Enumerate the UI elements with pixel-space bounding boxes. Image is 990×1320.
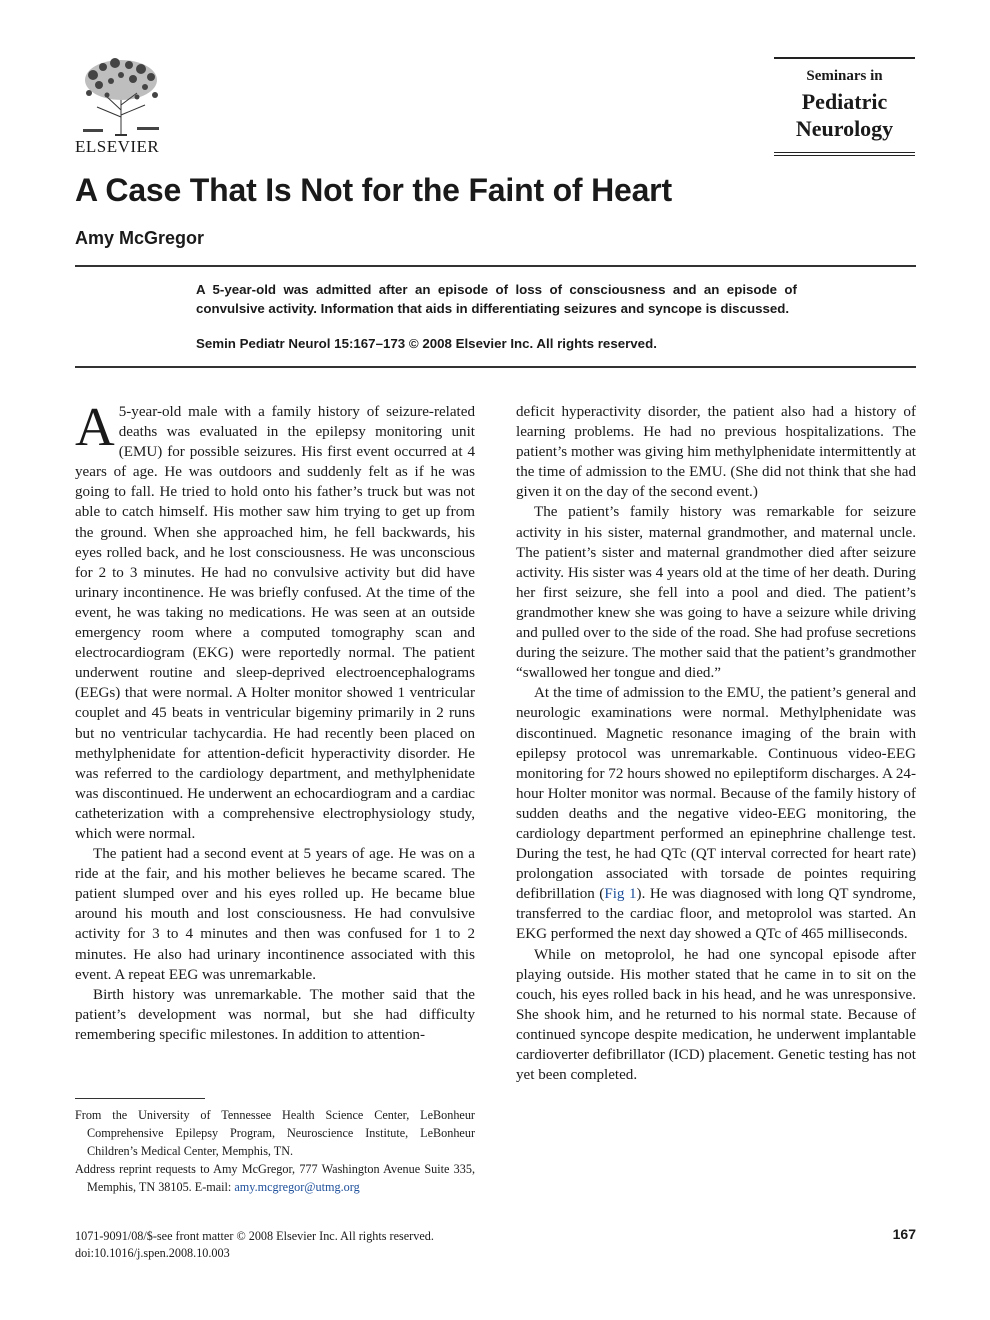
paragraph-5-text-a: At the time of admission to the EMU, the patient’s general and neurologic examinations were normal. Methylphenidate was discontinued. Magnetic resonance imaging of the brain with epilepsy protocol was unremarkable. Continuous video-EEG monitoring for 72 hours showed no epileptiform discharges. A 24-hour Holter monitor was normal. Because of the family history of sudden deaths and the negative video-EEG monitoring, the cardiology department performed an epinephrine challenge test. During the test, he had QTc (QT interval corrected for heart rate) prolongation associated with torsade de pointes requiring defibrillation (	[516, 685, 916, 903]
paragraph-3-continued: deficit hyperactivity disorder, the patient also had a history of learning problems. He had no previous hospitalizations. The patient’s mother was giving him methylphenidate intermittently at the time of admission to the EMU. (She did not think that she had given it on the day of the second event.)	[516, 404, 916, 501]
front-matter	[75, 1228, 434, 1262]
journal-masthead	[774, 57, 915, 156]
figure-1-link[interactable]: Fig 1	[604, 886, 637, 903]
affiliation-note: From the University of Tennessee Health Science Center, LeBonheur Comprehensive Epilepsy Program, Neuroscience Institute, LeBonheur Children’s Medical Center, Memphis, TN.	[75, 1108, 475, 1158]
paragraph-4: The patient’s family history was remarkable for seizure activity in his sister, maternal grandmother, and maternal uncle. The patient’s sister and maternal grandmother died after seizure activity. His sister was 4 years old at the time of her death. During her first seizure, she fell into a pool and died. The patient’s grandmother knew she was going to have a seizure while driving and pulled over to the side of the road. She had profuse secretions during the seizure. The mother said that the patient’s grandmother “swallowed her tongue and died.”	[516, 504, 916, 682]
paragraph-1	[75, 396, 475, 844]
abstract: A 5-year-old was admitted after an episode of loss of consciousness and an episode of convulsive activity. Information that aids in differentiating seizures and syncope is discussed.	[196, 282, 797, 316]
paragraph-5	[516, 683, 916, 944]
article-title: A Case That Is Not for the Faint of Heart	[75, 172, 672, 208]
paragraph-6: While on metoprolol, he had one syncopal episode after playing outside. His mother stated that he came in to sit on the couch, his eyes rolled back in his head, and he was unresponsive. She shook him, and he returned to his normal state. Because of continued syncope despite medication, he underwent implantable cardioverter defibrillator (ICD) placement. Genetic testing has not yet been completed.	[516, 946, 916, 1084]
doi: doi:10.1016/j.spen.2008.10.003	[75, 1246, 230, 1260]
journal-title-line2: Pediatric	[801, 89, 888, 114]
drop-cap: A	[75, 396, 115, 457]
paragraph-3-start: Birth history was unremarkable. The mother said that the patient’s development was normal, but she had difficulty remembering specific milestones. In addition to attention-	[75, 986, 475, 1043]
footnote-rule	[75, 1098, 205, 1099]
abstract-bottom-rule	[75, 366, 916, 368]
copyright-line: 1071-9091/08/$-see front matter © 2008 Elsevier Inc. All rights reserved.	[75, 1229, 434, 1243]
footnotes	[75, 1106, 475, 1196]
page-number: 167	[892, 1226, 916, 1242]
address-text: Address reprint requests to Amy McGregor, 777 Washington Avenue Suite 335, Memphis, TN 38105. E-mail:	[75, 1162, 475, 1194]
article-author: Amy McGregor	[75, 228, 205, 248]
citation: Semin Pediatr Neurol 15:167–173 © 2008 Elsevier Inc. All rights reserved.	[196, 336, 657, 351]
paragraph-1-text: 5-year-old male with a family history of seizure-related deaths was evaluated in the epilepsy monitoring unit (EMU) for possible seizures. His first event occurred at 4 years of age. He was outdoors and suddenly felt as if he was going to fall. He tried to hold onto his father’s truck but was not able to catch himself. His mother saw him trying to get up from the ground. When she approached him, he fell backwards, his eyes rolled back, and he lost consciousness. He was unconscious for 2 to 3 minutes. He had no convulsive activity but did have urinary incontinence. He was briefly confused. At the time of the event, he was taking no medications. He was seen at an outside emergency room where a computed tomography scan and electrocardiogram (EKG) were reportedly normal. The patient underwent routine and sleep-deprived electroencephalograms (EEGs) that were normal. A Holter monitor showed 1 ventricular couplet and 45 beats in ventricular bigeminy primarily in 2 runs but no ventricular tachycardia. He had recently been placed on methylphenidate for attention-deficit hyperactivity disorder. He was referred to the cardiology department, and methylphenidate was discontinued. He underwent an echocardiogram and a cardiac catheterization with a comprehensive electrophysiology study, which were normal.	[75, 404, 475, 842]
abstract-top-rule	[75, 265, 916, 267]
publisher-name: ELSEVIER	[75, 137, 160, 156]
email-link[interactable]: amy.mcgregor@utmg.org	[234, 1180, 360, 1194]
body-column-right	[516, 402, 916, 1085]
body-column-left	[75, 396, 475, 1045]
journal-title-line3: Neurology	[795, 116, 894, 141]
address-note	[75, 1160, 475, 1196]
paragraph-5-text-b: ). He was diagnosed with long QT syndrome, transferred to the cardiac floor, and metoprolol was started. An EKG performed the next day showed a QTc of 465 milliseconds.	[516, 886, 916, 943]
paragraph-2: The patient had a second event at 5 years of age. He was on a ride at the fair, and his mother believes he became scared. The patient slumped over and his eyes rolled up. He became blue around his mouth and lost consciousness. He had convulsive activity for 3 to 4 minutes and then was confused for 1 to 2 minutes. He also had urinary incontinence associated with this event. A repeat EEG was unremarkable.	[75, 846, 475, 983]
journal-title-line1: Seminars in	[806, 68, 883, 84]
